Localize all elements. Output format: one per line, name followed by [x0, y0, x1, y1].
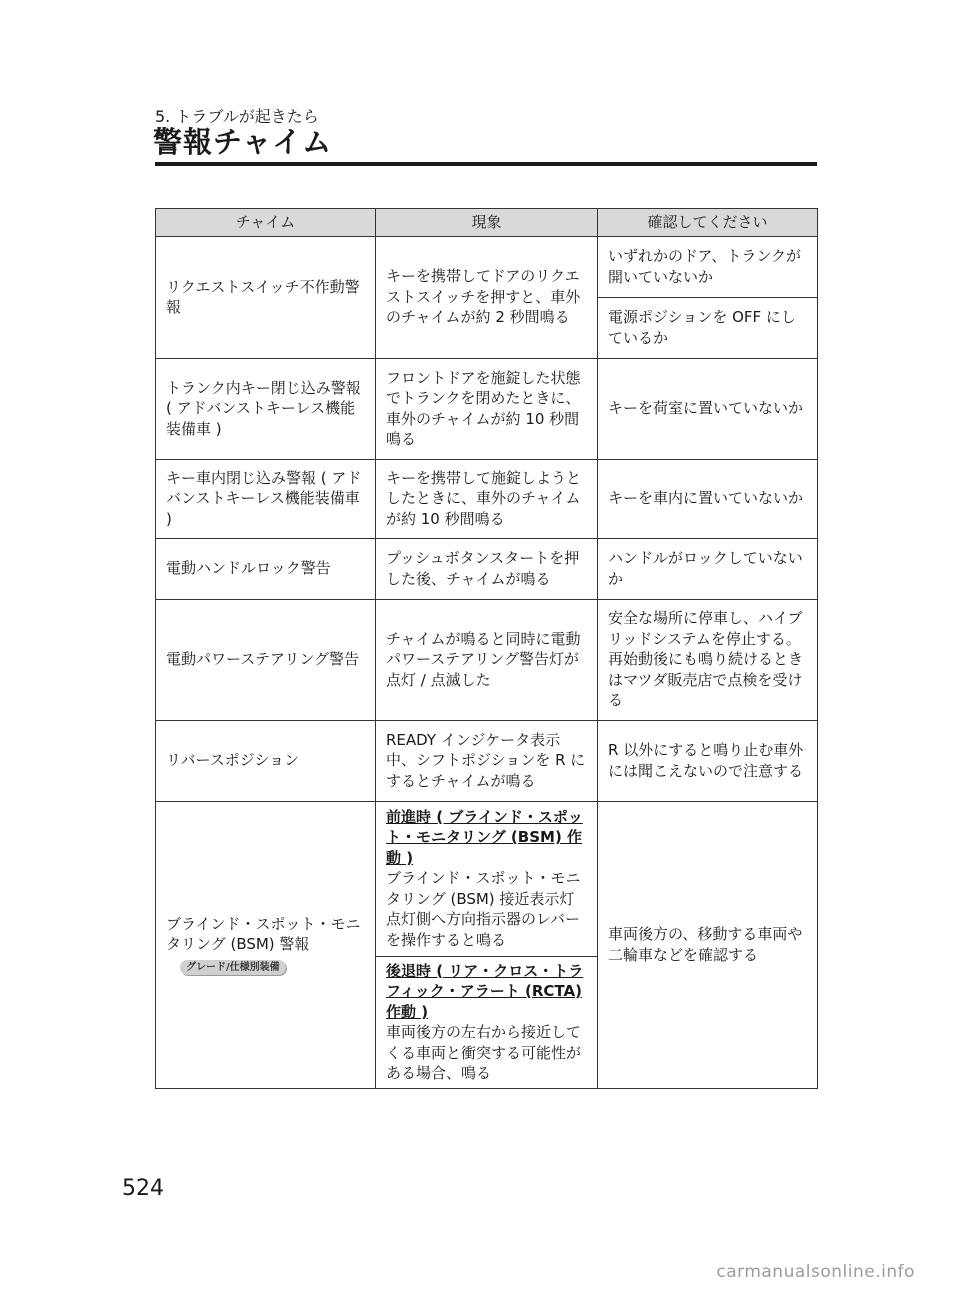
- page-number: 524: [122, 1176, 164, 1201]
- phenomenon-cell: [376, 801, 598, 956]
- chime-cell: リバースポジション: [156, 720, 376, 801]
- check-cell: キーを荷室に置いていないか: [598, 358, 818, 459]
- chime-cell: [156, 801, 376, 1088]
- watermark: carmanualsonline.info: [716, 1262, 915, 1282]
- table-row: [156, 358, 818, 459]
- chime-cell: トランク内キー閉じ込み警報 ( アドバンストキーレス機能装備車 ): [156, 358, 376, 459]
- page-title: 警報チャイム: [153, 125, 333, 159]
- check-cell: ハンドルがロックしていないか: [598, 538, 818, 599]
- equipment-badge: グレード/仕様別装備: [180, 960, 286, 975]
- title-rule: [155, 162, 817, 166]
- column-header-check: 確認してください: [598, 209, 818, 237]
- check-cell: キーを車内に置いていないか: [598, 459, 818, 538]
- table-row: [156, 801, 818, 956]
- chime-table: [155, 208, 818, 1089]
- chime-cell: リクエストスイッチ不作動警報: [156, 236, 376, 358]
- table-row: [156, 720, 818, 801]
- check-cell: 安全な場所に停車し、ハイブリッドシステムを停止する。再始動後にも鳴り続けるときはマツダ販売店で点検を受ける: [598, 599, 818, 720]
- table-row: [156, 236, 818, 297]
- phenomenon-cell: プッシュボタンスタートを押した後、チャイムが鳴る: [376, 538, 598, 599]
- table-row: [156, 538, 818, 599]
- table-header-row: [156, 209, 818, 237]
- chime-text: ブラインド・スポット・モニタリング (BSM) 警報: [166, 914, 361, 954]
- phenomenon-cell: キーを携帯して施錠しようとしたときに、車外のチャイムが約 10 秒間鳴る: [376, 459, 598, 538]
- chime-cell: キー車内閉じ込み警報 ( アドバンストキーレス機能装備車 ): [156, 459, 376, 538]
- phenomenon-cell: フロントドアを施錠した状態でトランクを閉めたときに、車外のチャイムが約 10 秒間鳴る: [376, 358, 598, 459]
- phenomenon-cell: READY インジケータ表示中、シフトポジションを R にするとチャイムが鳴る: [376, 720, 598, 801]
- section-label: 5. トラブルが起きたら: [155, 107, 319, 126]
- phenomenon-subheading: 前進時 ( ブラインド・スポット・モニタリング (BSM) 作動 ): [386, 807, 583, 867]
- table-row: [156, 599, 818, 720]
- phenomenon-cell: チャイムが鳴ると同時に電動パワーステアリング警告灯が点灯 / 点滅した: [376, 599, 598, 720]
- check-cell: いずれかのドア、トランクが開いていないか: [598, 236, 818, 297]
- phenomenon-subheading: 後退時 ( リア・クロス・トラフィック・アラート (RCTA) 作動 ): [386, 961, 584, 1021]
- table-row: [156, 459, 818, 538]
- column-header-phenomenon: 現象: [376, 209, 598, 237]
- check-cell: 電源ポジションを OFF にしているか: [598, 297, 818, 358]
- phenomenon-text: ブラインド・スポット・モニタリング (BSM) 接近表示灯点灯側へ方向指示器のレバーを操作すると鳴る: [386, 869, 581, 949]
- check-cell: R 以外にすると鳴り止む車外には聞こえないので注意する: [598, 720, 818, 801]
- chime-cell: 電動ハンドルロック警告: [156, 538, 376, 599]
- check-cell: 車両後方の、移動する車両や二輪車などを確認する: [598, 801, 818, 1088]
- phenomenon-cell: キーを携帯してドアのリクエストスイッチを押すと、車外のチャイムが約 2 秒間鳴る: [376, 236, 598, 358]
- phenomenon-text: 車両後方の左右から接近してくる車両と衝突する可能性がある場合、鳴る: [386, 1023, 582, 1082]
- chime-cell: 電動パワーステアリング警告: [156, 599, 376, 720]
- column-header-chime: チャイム: [156, 209, 376, 237]
- phenomenon-cell: [376, 956, 598, 1088]
